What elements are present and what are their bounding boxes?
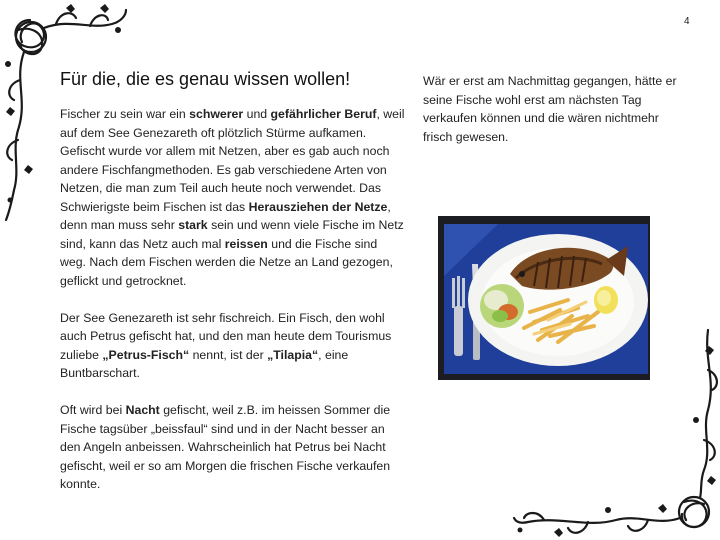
text-run: nennt, ist der (189, 347, 268, 362)
text-run: und (243, 107, 271, 121)
bold-text-run: Nacht (125, 403, 160, 417)
bold-text-run: „Petrus-Fisch“ (102, 347, 190, 362)
page-number: 4 (684, 16, 690, 27)
text-run: , denn man muss sehr (60, 199, 391, 232)
text-run: , weil auf dem See Genezareth oft plötzlich Stürme aufkamen. Gefischt wurde vor allem mit Netzen, aber es gab auch noch andere Fischfangmethoden. Es gab verschiedene Arten von Netzen, die man zum Teil auch heute noch verwendet. Das Schwierigste beim Fischen ist das (60, 107, 405, 214)
paragraph-afternoon: Wär er erst am Nachmittag gegangen, hätte er seine Fische wohl erst am nächsten Tag verkaufen können und die wären nichtmehr frisch gewesen. (423, 74, 677, 144)
page-title: Für die, die es genau wissen wollen! (60, 69, 351, 89)
bold-text-run: gefährlicher Beruf (270, 107, 377, 121)
celtic-corner-ornament-bottom-right (508, 320, 720, 540)
text-run: , eine Buntbarschart. (60, 347, 349, 380)
text-run: und die Fische sind weg. Nach dem Fischen werden die Netze an Land gezogen, geflickt und getrocknet. (60, 236, 393, 288)
bold-text-run: schwerer (189, 107, 244, 121)
text-run: Fischer zu sein war ein (60, 107, 190, 121)
text-run: gefischt, weil z.B. im heissen Sommer die Fische tagsüber „beissfaul“ sind und in der Nacht besser an den Angeln anbeissen. Wahrscheinlich hat Petrus bei Nacht gefischt, weil er so am Morgen die frischen Fische verkaufen konnte. (60, 403, 391, 491)
text-run: Der See Genezareth ist sehr fischreich. Ein Fisch, den wohl auch Petrus gefischt hat, und den man heute dem Tourismus zuliebe (60, 310, 392, 362)
paragraph-fishing-nets (60, 105, 405, 290)
bold-text-run: stark (178, 218, 208, 232)
text-run: Oft wird bei (60, 403, 126, 417)
text-run: sein und wenn viele Fische im Netz sind, kann das Netz auch mal (60, 218, 404, 251)
bold-text-run: „Tilapia“ (267, 347, 319, 362)
right-text-column (423, 72, 683, 146)
left-text-column (60, 105, 405, 512)
paragraph-petrus-fish (60, 309, 405, 383)
bold-text-run: Herausziehen der Netze (248, 199, 388, 214)
paragraph-night-fishing (60, 401, 405, 494)
bold-text-run: reissen (224, 236, 268, 251)
